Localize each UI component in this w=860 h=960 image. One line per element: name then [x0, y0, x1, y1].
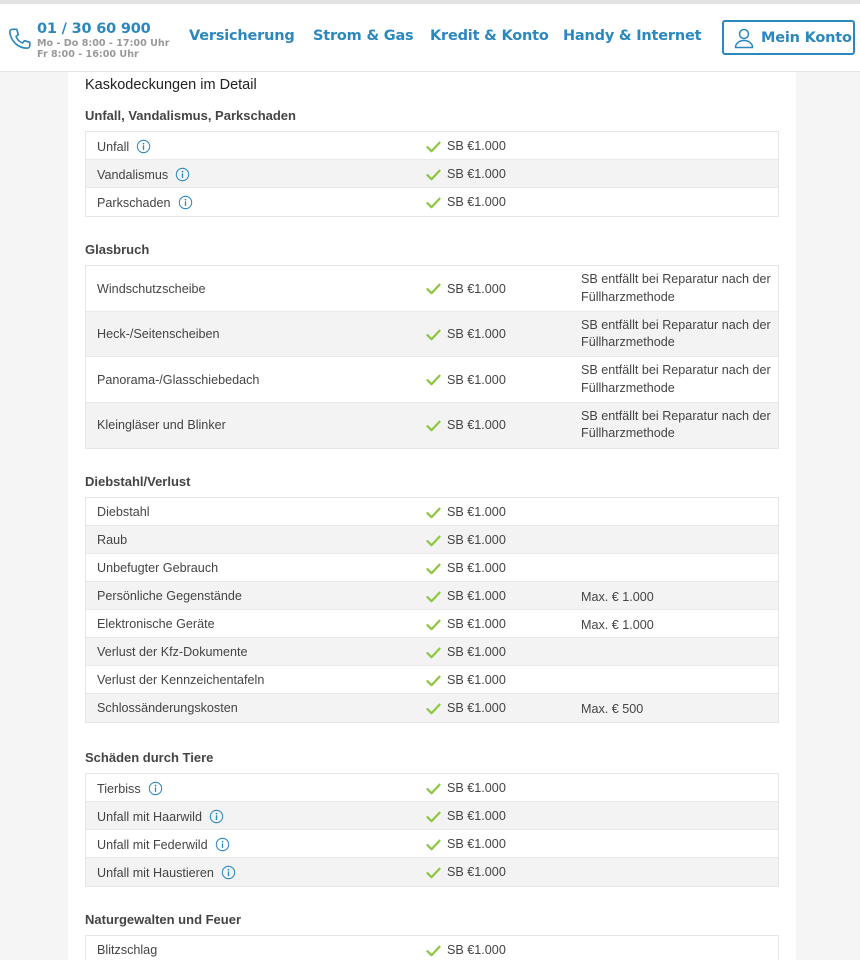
- coverage-label: Unfall mit Federwild: [97, 837, 208, 852]
- coverage-label: Tierbiss: [97, 781, 141, 796]
- info-icon[interactable]: [221, 865, 236, 880]
- coverage-label: Windschutzscheibe: [97, 281, 206, 296]
- coverage-note: SB entfällt bei Reparatur nach der Füllharzmethode: [581, 363, 771, 395]
- deductible-value: SB €1.000: [447, 837, 506, 851]
- nav-versicherung[interactable]: Versicherung: [189, 28, 295, 44]
- checkmark-icon: [426, 534, 441, 546]
- coverage-label: Diebstahl: [97, 505, 150, 519]
- coverage-note: SB entfällt bei Reparatur nach der Füllharzmethode: [581, 317, 771, 349]
- coverage-name: [97, 327, 220, 341]
- deductible-value: SB €1.000: [447, 645, 506, 659]
- section-title-glasbruch: Glasbruch: [85, 242, 150, 257]
- info-icon[interactable]: [215, 837, 230, 852]
- coverage-row-blitzschlag: [86, 936, 778, 960]
- coverage-name: [97, 282, 206, 296]
- checkmark-icon: [426, 168, 441, 180]
- coverage-note: SB entfällt bei Reparatur nach der Füllharzmethode: [581, 272, 771, 304]
- checkmark-icon: [426, 140, 441, 152]
- coverage-row-unfall-mit-haustieren: [86, 858, 778, 886]
- checkmark-icon: [426, 590, 441, 602]
- checkmark-icon: [426, 782, 441, 794]
- coverage-label: Unbefugter Gebrauch: [97, 561, 219, 575]
- user-icon: [733, 27, 755, 49]
- coverage-label: Unfall mit Haustieren: [97, 865, 214, 880]
- coverage-row-schlossaenderungskosten: [86, 694, 778, 722]
- checkmark-icon: [426, 419, 441, 431]
- coverage-row-verlust-der-kennzeichentafeln: [86, 666, 778, 694]
- coverage-label: Heck-/Seitenscheiben: [97, 327, 220, 341]
- coverage-name: [97, 837, 230, 852]
- info-icon[interactable]: [136, 139, 151, 154]
- section-title-naturgewalten: Naturgewalten und Feuer: [85, 912, 242, 927]
- coverage-name: [97, 781, 163, 796]
- coverage-label: Verlust der Kfz-Dokumente: [97, 645, 248, 659]
- coverage-label: Parkschaden: [97, 195, 171, 210]
- coverage-label: Panorama-/Glasschiebedach: [97, 372, 260, 387]
- nav-handy-internet[interactable]: Handy & Internet: [563, 28, 702, 44]
- info-icon[interactable]: [209, 809, 224, 824]
- coverage-name: [97, 809, 224, 824]
- checkmark-icon: [426, 944, 441, 956]
- checkmark-icon: [426, 196, 441, 208]
- coverage-table-tiere: [85, 773, 779, 887]
- section-title-tiere: Schäden durch Tiere: [85, 750, 214, 765]
- deductible-value: SB €1.000: [447, 281, 506, 296]
- mein-konto-button[interactable]: [722, 20, 855, 55]
- coverage-row-unfall-mit-haarwild: [86, 802, 778, 830]
- nav-strom-gas[interactable]: Strom & Gas: [313, 28, 414, 44]
- coverage-row-kleinglaeser-und-blinker: [86, 403, 778, 449]
- coverage-row-raub: [86, 526, 778, 554]
- site-header: [0, 4, 860, 72]
- info-icon[interactable]: [178, 195, 193, 210]
- deductible-value: SB €1.000: [447, 195, 506, 209]
- coverage-row-unfall: [86, 132, 778, 160]
- coverage-name: [97, 943, 157, 957]
- checkmark-icon: [426, 562, 441, 574]
- coverage-name: [97, 505, 150, 519]
- coverage-name: [97, 701, 238, 715]
- coverage-name: [97, 418, 226, 432]
- deductible-value: SB €1.000: [447, 167, 506, 181]
- coverage-row-diebstahl: [86, 498, 778, 526]
- coverage-row-tierbiss: [86, 774, 778, 802]
- coverage-name: [97, 561, 218, 575]
- deductible-value: SB €1.000: [447, 505, 506, 519]
- opening-hours: [37, 39, 169, 60]
- deductible-value: SB €1.000: [447, 809, 506, 823]
- coverage-row-panorama-glasschiebedach: [86, 357, 778, 403]
- coverage-label: Unfall mit Haarwild: [97, 809, 202, 824]
- coverage-name: [97, 865, 236, 880]
- opening-hours-friday: Fr 8:00 - 16:00 Uhr: [37, 48, 139, 60]
- coverage-name: [97, 617, 215, 631]
- checkmark-icon: [426, 838, 441, 850]
- coverage-row-heck-seitenscheiben: [86, 312, 778, 358]
- deductible-value: SB €1.000: [447, 533, 506, 547]
- coverage-row-elektronische-geraete: [86, 610, 778, 638]
- coverage-name: [97, 373, 259, 387]
- coverage-row-vandalismus: [86, 160, 778, 188]
- coverage-row-parkschaden: [86, 188, 778, 216]
- coverage-name: [97, 673, 264, 687]
- mein-konto-label: Mein Konto: [761, 30, 852, 46]
- checkmark-icon: [426, 810, 441, 822]
- coverage-name: [97, 533, 127, 547]
- deductible-value: SB €1.000: [447, 372, 506, 387]
- info-icon[interactable]: [175, 167, 190, 182]
- deductible-value: SB €1.000: [447, 561, 506, 575]
- coverage-label: Persönliche Gegenstände: [97, 589, 242, 603]
- coverage-label: Schlossänderungskosten: [97, 701, 238, 715]
- coverage-name: [97, 167, 190, 182]
- checkmark-icon: [426, 702, 441, 714]
- coverage-name: [97, 195, 193, 210]
- page-title: Kaskodeckungen im Detail: [85, 77, 257, 93]
- coverage-row-windschutzscheibe: [86, 266, 778, 312]
- deductible-value: SB €1.000: [447, 418, 506, 432]
- coverage-note: SB entfällt bei Reparatur nach der Füllharzmethode: [581, 408, 771, 440]
- deductible-value: SB €1.000: [447, 589, 506, 603]
- deductible-value: SB €1.000: [447, 781, 506, 795]
- coverage-name: [97, 139, 151, 154]
- coverage-label: Blitzschlag: [97, 943, 158, 957]
- deductible-value: SB €1.000: [447, 139, 506, 153]
- opening-hours-weekdays: Mo - Do 8:00 - 17:00 Uhr: [37, 38, 170, 49]
- coverage-table-glasbruch: [85, 265, 779, 449]
- checkmark-icon: [426, 618, 441, 630]
- phone-icon[interactable]: [6, 26, 34, 54]
- deductible-value: SB €1.000: [447, 701, 506, 715]
- deductible-value: SB €1.000: [447, 617, 506, 631]
- deductible-value: SB €1.000: [447, 327, 506, 341]
- coverage-label: Raub: [97, 533, 128, 547]
- coverage-row-unfall-mit-federwild: [86, 830, 778, 858]
- coverage-label: Vandalismus: [97, 167, 169, 182]
- checkmark-icon: [426, 506, 441, 518]
- coverage-row-verlust-der-kfz-dokumente: [86, 638, 778, 666]
- deductible-value: SB €1.000: [447, 943, 506, 957]
- phone-number[interactable]: 01 / 30 60 900: [37, 21, 151, 37]
- nav-kredit-konto[interactable]: Kredit & Konto: [430, 28, 549, 44]
- checkmark-icon: [426, 328, 441, 340]
- checkmark-icon: [426, 373, 441, 385]
- checkmark-icon: [426, 674, 441, 686]
- coverage-name: [97, 589, 242, 603]
- info-icon[interactable]: [148, 781, 163, 796]
- coverage-label: Unfall: [97, 139, 130, 154]
- deductible-value: SB €1.000: [447, 673, 506, 687]
- coverage-table-diebstahl: [85, 497, 779, 723]
- checkmark-icon: [426, 646, 441, 658]
- checkmark-icon: [426, 282, 441, 294]
- section-title-unfall: Unfall, Vandalismus, Parkschaden: [85, 108, 296, 123]
- coverage-row-unbefugter-gebrauch: [86, 554, 778, 582]
- coverage-label: Elektronische Geräte: [97, 617, 215, 631]
- coverage-note: Max. € 500: [581, 702, 644, 716]
- coverage-note: Max. € 1.000: [581, 590, 654, 604]
- coverage-note: Max. € 1.000: [581, 618, 654, 632]
- coverage-table-unfall: [85, 131, 779, 217]
- coverage-row-persoenliche-gegenstaende: [86, 582, 778, 610]
- coverage-label: Kleingläser und Blinker: [97, 418, 226, 432]
- coverage-name: [97, 645, 248, 659]
- coverage-table-naturgewalten: [85, 935, 779, 960]
- checkmark-icon: [426, 866, 441, 878]
- deductible-value: SB €1.000: [447, 865, 506, 879]
- section-title-diebstahl: Diebstahl/Verlust: [85, 474, 191, 489]
- coverage-label: Verlust der Kennzeichentafeln: [97, 673, 265, 687]
